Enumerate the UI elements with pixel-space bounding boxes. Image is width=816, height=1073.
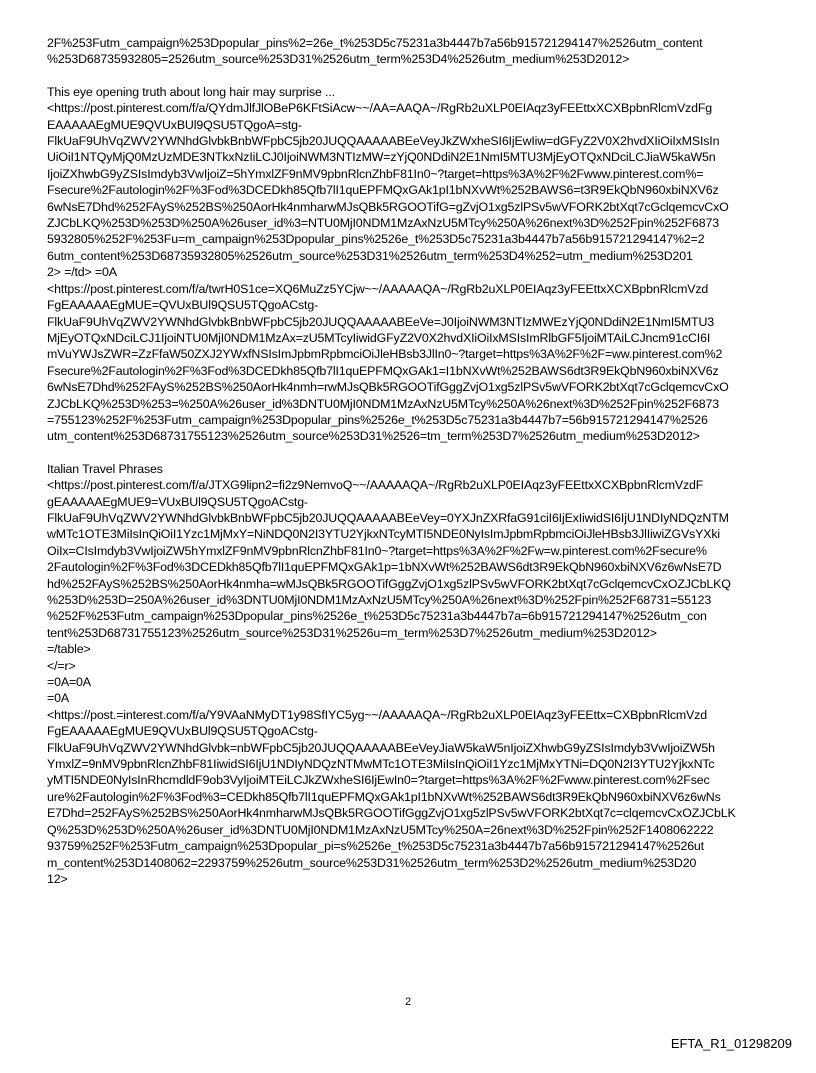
text-line: m_content%253D1408062=2293759%2526utm_source%253D31%2526utm_term%253D2%2526utm_medium%253D20 (47, 855, 697, 870)
text-line: Italian Travel Phrases (47, 461, 163, 476)
text-line: %253D68735932805=2526utm_source%253D31%2526utm_term%253D4%2526utm_medium%253D2012> (47, 52, 630, 67)
text-line: 6wNsE7Dhd%252FAyS%252BS%250AorHk4nmh=rwMJsQBk5RGOOTifGggZvjO1xg5zlPSv5wVFORK2btXqt7cGclqemcvCxO (47, 380, 729, 395)
text-line: mVuYWJsZWR=ZzFfaW50ZXJ2YWxfNSIsImJpbmRpbmciOiJleHBsb3JlIn0~?target=https%3A%2F%2F=ww.pinterest.com%2 (47, 347, 723, 362)
text-line: IjoiZXhwbG9yZSIsImdyb3VwIjoiZ=5hYmxlZF9nMV9pbnRlcnZhbF81In0~?target=https%3A%2F%2Fwww.pinterest.com%= (47, 166, 704, 181)
text-line: FlkUaF9UhVqZWV2YWNhdGlvbkBnbWFpbC5jb20JUQQAAAAABEeVe=J0IjoiNWM3NTIzMWEzYjQ0NDdiN2E1NmI5MTU3 (47, 314, 714, 329)
text-line: =/table> (47, 642, 91, 657)
text-line: Fsecure%2Fautologin%2F%3Fod%3DCEDkh85Qfb7lI1quEPFMQxGAk1=I1bNXvWt%252BAWS6dt3R9EkQbN960xbiNXV6z (47, 363, 719, 378)
text-line: =0A=0A (47, 675, 91, 690)
text-line: ZJCbLKQ%253D%253D%250A%26user_id%3=NTU0MjI0NDM1MzAxNzU5MTcy%250A%26next%3D%252Fpin%252F6873 (47, 216, 719, 231)
page-number: 2 (404, 996, 412, 1008)
text-line: <https://post.=interest.com/f/a/Y9VAaNMyDT1y98SfIYC5yg~~/AAAAAQA~/RgRb2uXLP0EIAqz3yFEEttx=CXBpbnRlcmVzd (47, 707, 707, 722)
text-line: yMTI5NDE0NyIsInRhcmdldF9ob3VyIjoiMTEiLCJkZWxheSI6IjEwIn0=?target=https%3A%2F%2Fwww.pinterest.com%2Fsec (47, 773, 710, 788)
paragraph-gap (47, 68, 775, 84)
text-line: 6wNsE7Dhd%252FAyS%252BS%250AorHk4nmharwMJsQBk5RGOOTifG=gZvjO1xg5zlPSv5wVFORK2btXqt7cGclqemcvCxO (47, 199, 729, 214)
text-line: </=r> (47, 658, 76, 673)
text-line: FgEAAAAAEgMUE9QVUxBUl9QSU5TQgoACstg- (47, 724, 318, 739)
text-line: UiOiI1NTQyMjQ0MzUzMDE3NTkxNzIiLCJ0IjoiNWM3NTIzMW=zYjQ0NDdiN2E1NmI5MTU3MjEyOTQxNDciLCJiaW5kaW5n (47, 150, 716, 165)
text-line: =0A (47, 691, 69, 706)
text-line: <https://post.pinterest.com/f/a/QYdmJlfJlOBeP6KFtSiAcw~~/AA=AAQA~/RgRb2uXLP0EIAqz3yFEEttxXCXBpbnRlcmVzdFg (47, 101, 713, 116)
text-line: FlkUaF9UhVqZWV2YWNhdGlvbkBnbWFpbC5jb20JUQQAAAAABEeVeyJkZWxheSI6IjEwIiw=dGFyZ2V0X2hvdXIiOiIxMSIsIn (47, 134, 720, 149)
text-line: FlkUaF9UhVqZWV2YWNhdGlvbk=nbWFpbC5jb20JUQQAAAAABEeVeyJiaW5kaW5nIjoiZXhwbG9yZSIsImdyb3VwIjoiZW5h (47, 740, 715, 755)
text-line: hd%252FAyS%252BS%250AorHk4nmha=wMJsQBk5RGOOTifGggZvjO1xg5zlPSv5wVFORK2btXqt7cGclqemcvCxOZJCbLKQ (47, 576, 731, 591)
text-line: 6utm_content%253D68735932805%2526utm_source%253D31%2526utm_term%253D4%252=utm_medium%253D201 (47, 248, 693, 263)
document-body (47, 35, 775, 887)
text-line: ZJCbLKQ%253D%253=%250A%26user_id%3DNTU0MjI0NDM1MzAxNzU5MTcy%250A%26next%3D%252Fpin%252F6873 (47, 396, 719, 411)
document-id: EFTA_R1_01298209 (670, 1036, 792, 1051)
text-line: 12> (47, 871, 68, 886)
text-line: FlkUaF9UhVqZWV2YWNhdGlvbkBnbWFpbC5jb20JUQQAAAAABEeVey=0YXJnZXRfaG91ciI6IjExIiwidSI6IjU1NDIyNDQzNTM (47, 510, 729, 525)
text-line: tent%253D68731755123%2526utm_source%253D31%2526u=m_term%253D7%2526utm_medium%253D2012> (47, 625, 657, 640)
text-line: gEAAAAAEgMUE9=VUxBUl9QSU5TQgoACstg- (47, 494, 308, 509)
text-line: 5932805%252F%253Fu=m_campaign%253Dpopular_pins%2526e_t%253D5c75231a3b4447b7a56b915721294147%2=2 (47, 232, 705, 247)
text-line: 2F%253Futm_campaign%253Dpopular_pins%2=26e_t%253D5c75231a3b4447b7a56b915721294147%2526utm_content (47, 36, 703, 50)
text-line: EAAAAAEgMUE9QVUxBUl9QSU5TQgoA=stg- (47, 117, 302, 132)
text-line: 2Fautologin%2F%3Fod%3DCEDkh85Qfb7lI1quEPFMQxGAk1p=1bNXvWt%252BAWS6dt3R9EkQbN960xbiNXV6z6wNsE7D (47, 560, 722, 575)
text-line: FgEAAAAAEgMUE=QVUxBUl9QSU5TQgoACstg- (47, 298, 319, 313)
text-line: %253D%253D=250A%26user_id%3DNTU0MjI0NDM1MzAxNzU5MTcy%250A%26next%3D%252Fpin%252F68731=55123 (47, 593, 712, 607)
text-line: <https://post.pinterest.com/f/a/JTXG9lipn2=fi2z9NemvoQ~~/AAAAAQA~/RgRb2uXLP0EIAqz3yFEEttxXCXBpbnRlcmVzdF (47, 478, 704, 493)
text-line: MjEyOTQxNDciLCJ1IjoiNTU0MjI0NDM1MzAx=zU5MTcyIiwidGFyZ2V0X2hvdXIiOiIxMSIsImRlbGF5IjoiMTAiLCJncm91cCI6I (47, 330, 711, 345)
text-line: 93759%252F%253Futm_campaign%253Dpopular_pi=s%2526e_t%253D5c75231a3b4447b7a56b915721294147%2526ut (47, 839, 704, 854)
text-line: <https://post.pinterest.com/f/a/twrH0S1ce=XQ6MuZz5YCjw~~/AAAAAQA~/RgRb2uXLP0EIAqz3yFEEttxXCXBpbnRlcmVzd (47, 281, 709, 296)
text-line: %252F%253Futm_campaign%253Dpopular_pins%2526e_t%253D5c75231a3b4447b7a=6b915721294147%2526utm_con (47, 609, 707, 624)
text-line: 2> =/td> =0A (47, 265, 117, 280)
text-line: YmxlZ=9nMV9pbnRlcnZhbF81IiwidSI6IjU1NDIyNDQzNTMwMTc1OTE3MiIsInQiOiI1Yzc1MjMxYTNi=DQ0N2I3YTU2YjkxNTc (47, 757, 715, 772)
text-line: Fsecure%2Fautologin%2F%3Fod%3DCEDkh85Qfb7lI1quEPFMQxGAk1pI1bNXvWt%252BAWS6=t3R9EkQbN960xbiNXV6z (47, 183, 719, 198)
text-line: ure%2Fautologin%2F%3Fod%3=CEDkh85Qfb7lI1quEPFMQxGAk1pI1bNXvWt%252BAWS6dt3R9EkQbN960xbiNXV6z6wNs (47, 789, 721, 804)
text-line: utm_content%253D68731755123%2526utm_source%253D31%2526=tm_term%253D7%2526utm_medium%253D2012> (47, 429, 700, 444)
text-line: This eye opening truth about long hair may surprise ... (47, 84, 335, 99)
paragraph-gap (47, 445, 775, 461)
text-line: =755123%252F%253Futm_campaign%253Dpopular_pins%2526e_t%253D5c75231a3b4447b7=56b915721294147%2526 (47, 412, 708, 427)
text-line: OiIx=CIsImdyb3VwIjoiZW5hYmxlZF9nMV9pbnRlcnZhbF81In0~?target=https%3A%2F%2Fw=w.pinterest.com%2Fsecure% (47, 543, 707, 558)
text-line: wMTc1OTE3MiIsInQiOiI1Yzc1MjMxY=NiNDQ0N2I3YTU2YjkxNTcyMTI5NDE0NyIsImJpbmRpbmciOiJleHBsb3JlIiwiZGVsYXki (47, 527, 721, 542)
text-line: E7Dhd=252FAyS%252BS%250AorHk4nmharwMJsQBk5RGOOTifGggZvjO1xg5zlPSv5wVFORK2btXqt7c=clqemcvCxOZJCbLK (47, 806, 736, 821)
text-line: Q%253D%253D%250A%26user_id%3DNTU0MjI0NDM1MzAxNzU5MTcy%250A=26next%3D%252Fpin%252F1408062222 (47, 822, 714, 837)
